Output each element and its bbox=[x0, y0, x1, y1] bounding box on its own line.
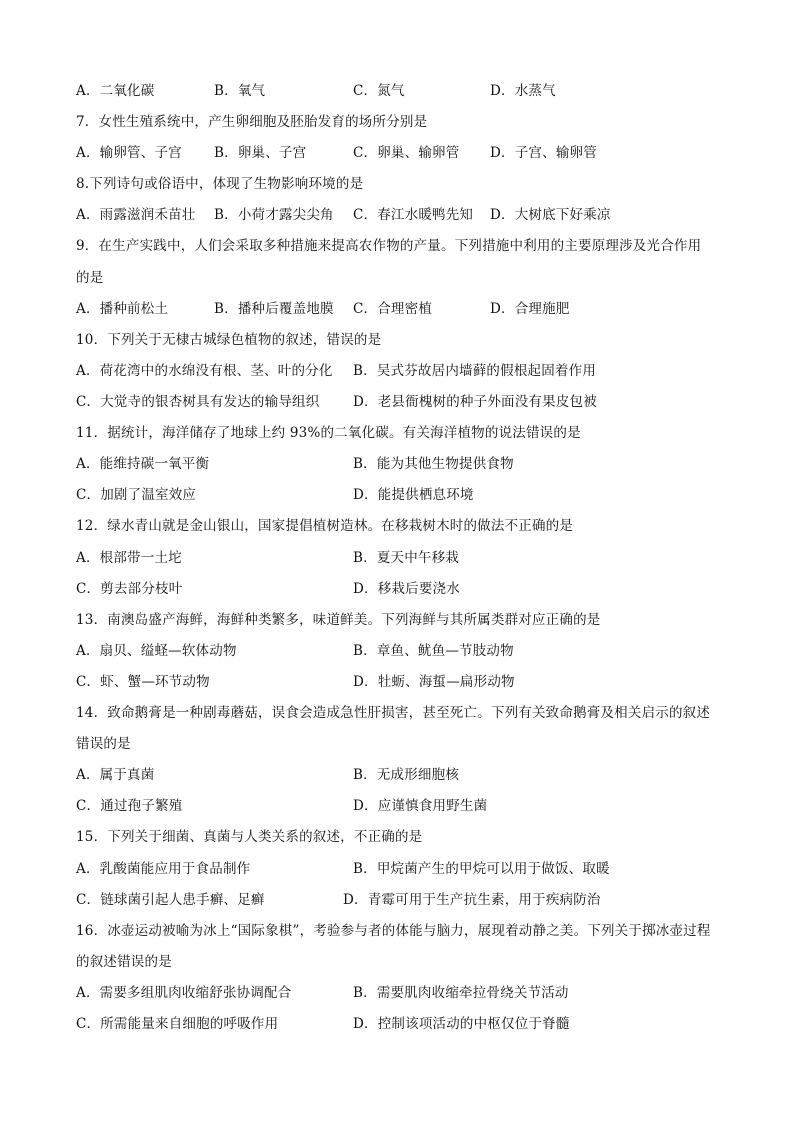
answer-option: B．氧气 bbox=[214, 83, 266, 99]
answer-option: A．二氧化碳 bbox=[76, 83, 155, 99]
answer-option: C．虾、蟹—环节动物 bbox=[76, 674, 210, 690]
answer-option: A．根部带一土坨 bbox=[76, 550, 182, 566]
answer-option: A．输卵管、子宫 bbox=[76, 145, 182, 161]
answer-option: A．播种前松土 bbox=[76, 301, 169, 317]
answer-option: D．老县衙槐树的种子外面没有果皮包被 bbox=[353, 394, 597, 410]
answer-option: A．扇贝、缢蛏—软体动物 bbox=[76, 643, 237, 659]
answer-option: B．吴式芬故居内墙藓的假根起固着作用 bbox=[353, 363, 597, 379]
answer-option: D．牡蛎、海蜇—扁形动物 bbox=[353, 674, 515, 690]
answer-option: D．大树底下好乘凉 bbox=[490, 207, 611, 223]
answer-option: C．卵巢、输卵管 bbox=[353, 145, 460, 161]
option-row bbox=[76, 765, 736, 785]
answer-option: D．子宫、输卵管 bbox=[490, 145, 597, 161]
answer-option: A．乳酸菌能应用于食品制作 bbox=[76, 861, 251, 877]
option-row bbox=[76, 143, 736, 163]
question-stem: 8.下列诗句或俗语中，体现了生物影响环境的是 bbox=[76, 176, 364, 192]
question-stem: 13．南澳岛盛产海鲜，海鲜种类繁多，味道鲜美。下列海鲜与其所属类群对应正确的是 bbox=[76, 612, 601, 628]
answer-option: A．荷花湾中的水绵没有根、茎、叶的分化 bbox=[76, 363, 333, 379]
answer-option: B．卵巢、子宫 bbox=[214, 145, 307, 161]
answer-option: C．氮气 bbox=[353, 83, 405, 99]
option-row bbox=[76, 672, 736, 692]
answer-option: B．甲烷菌产生的甲烷可以用于做饭、取暖 bbox=[353, 861, 610, 877]
question-stem: 15．下列关于细菌、真菌与人类关系的叙述，不正确的是 bbox=[76, 829, 423, 845]
answer-option: A．属于真菌 bbox=[76, 767, 155, 783]
answer-option: C．链球菌引起人患手癣、足癣 bbox=[76, 892, 265, 908]
option-row bbox=[76, 205, 736, 225]
answer-option: A．能维持碳一氧平衡 bbox=[76, 456, 210, 472]
question-stem: 9．在生产实践中，人们会采取多种措施来提高农作物的产量。下列措施中利用的主要原理涉及光合作用 bbox=[76, 238, 702, 254]
question-stem: 16．冰壶运动被喻为冰上“国际象棋”，考验参与者的体能与脑力，展现着动静之美。下列关于掷冰壶过程 bbox=[76, 923, 711, 939]
option-row bbox=[76, 983, 736, 1003]
answer-option: B．小荷才露尖尖角 bbox=[214, 207, 334, 223]
answer-option: B．播种后覆盖地膜 bbox=[214, 301, 334, 317]
option-row bbox=[76, 579, 736, 599]
answer-option: D．青霉可用于生产抗生素，用于疾病防治 bbox=[343, 892, 601, 908]
answer-option: B．夏天中午移栽 bbox=[353, 550, 460, 566]
question-stem: 7．女性生殖系统中，产生卵细胞及胚胎发育的场所分别是 bbox=[76, 114, 428, 130]
option-row bbox=[76, 796, 736, 816]
question-stem: 14．致命鹅膏是一种剧毒蘑菇，误食会造成急性肝损害，甚至死亡。下列有关致命鹅膏及相关启示的叙述 bbox=[76, 705, 711, 721]
answer-option: A．需要多组肌肉收缩舒张协调配合 bbox=[76, 985, 292, 1001]
answer-option: D．应谨慎食用野生菌 bbox=[353, 798, 488, 814]
question-stem: 的叙述错误的是 bbox=[76, 954, 172, 970]
answer-option: B．需要肌肉收缩牵拉骨绕关节活动 bbox=[353, 985, 569, 1001]
option-row bbox=[76, 299, 736, 319]
answer-option: C．所需能量来自细胞的呼吸作用 bbox=[76, 1016, 279, 1032]
option-row bbox=[76, 454, 736, 474]
answer-option: B．能为其他生物提供食物 bbox=[353, 456, 514, 472]
question-stem: 11．据统计，海洋储存了地球上约 93%的二氧化碳。有关海洋植物的说法错误的是 bbox=[76, 425, 581, 441]
question-stem: 12．绿水青山就是金山银山，国家提倡植树造林。在移栽树木时的做法不正确的是 bbox=[76, 518, 574, 534]
answer-option: C．合理密植 bbox=[353, 301, 433, 317]
option-row bbox=[76, 859, 736, 879]
option-row bbox=[76, 392, 736, 412]
option-row bbox=[76, 361, 736, 381]
answer-option: D．移栽后要浇水 bbox=[353, 581, 460, 597]
option-row bbox=[76, 81, 736, 101]
answer-option: D．控制该项活动的中枢仅位于脊髓 bbox=[353, 1016, 570, 1032]
option-row bbox=[76, 641, 736, 661]
question-stem: 10．下列关于无棣古城绿色植物的叙述，错误的是 bbox=[76, 332, 382, 348]
option-row bbox=[76, 890, 736, 910]
answer-option: D．合理施肥 bbox=[490, 301, 570, 317]
answer-option: B．无成形细胞核 bbox=[353, 767, 460, 783]
option-row bbox=[76, 485, 736, 505]
answer-option: C．春江水暖鸭先知 bbox=[353, 207, 474, 223]
question-stem: 的是 bbox=[76, 270, 104, 286]
answer-option: B．章鱼、鱿鱼—节肢动物 bbox=[353, 643, 514, 659]
answer-option: A．雨露滋润禾苗壮 bbox=[76, 207, 196, 223]
answer-option: C．大觉寺的银杏树具有发达的输导组织 bbox=[76, 394, 320, 410]
answer-option: C．加剧了温室效应 bbox=[76, 487, 197, 503]
answer-option: D．水蒸气 bbox=[490, 83, 556, 99]
question-stem: 错误的是 bbox=[76, 736, 131, 752]
answer-option: C．通过孢子繁殖 bbox=[76, 798, 183, 814]
answer-option: D．能提供栖息环境 bbox=[353, 487, 474, 503]
option-row bbox=[76, 548, 736, 568]
answer-option: C．剪去部分枝叶 bbox=[76, 581, 183, 597]
option-row bbox=[76, 1014, 736, 1034]
